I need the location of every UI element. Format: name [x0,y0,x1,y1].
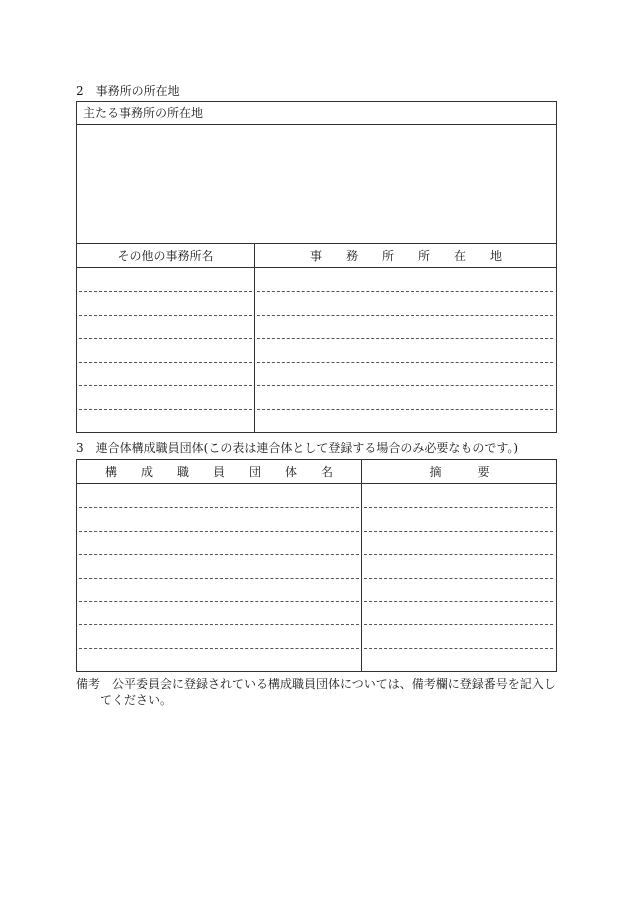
table-cell[interactable] [362,507,556,530]
table-cell[interactable] [362,648,556,671]
table-cell[interactable] [77,554,361,577]
table-cell[interactable] [362,554,556,577]
table-cell[interactable] [255,362,556,385]
table-cell[interactable] [77,601,361,624]
table-cell[interactable] [255,409,556,432]
table-cell[interactable] [77,315,254,338]
table-cell[interactable] [77,338,254,361]
table-cell[interactable] [362,601,556,624]
member-organization-table [76,459,557,672]
table-cell[interactable] [362,624,556,647]
office-location-table [76,101,557,433]
remarks-line-1: 備考 公平委員会に登録されている構成職員団体については、備考欄に登録番号を記入し [76,677,556,691]
table-cell[interactable] [362,531,556,554]
table-cell[interactable] [77,531,361,554]
table-cell[interactable] [77,291,254,314]
table-cell[interactable] [77,484,361,507]
table-cell[interactable] [255,338,556,361]
table-cell[interactable] [77,362,254,385]
table-cell[interactable] [255,315,556,338]
table-cell[interactable] [255,291,556,314]
table-cell[interactable] [77,385,254,408]
section-2-heading: 2 事務所の所在地 [76,84,180,98]
table-cell[interactable] [255,268,556,291]
table-cell[interactable] [77,624,361,647]
other-office-name-header: その他の事務所名 [117,249,214,263]
table-cell[interactable] [77,268,254,291]
main-office-address-field[interactable] [77,125,556,242]
table-cell[interactable] [77,507,361,530]
table-cell[interactable] [77,578,361,601]
table-cell[interactable] [362,484,556,507]
table-cell[interactable] [77,648,361,671]
main-office-label: 主たる事務所の所在地 [83,106,204,120]
summary-header: 摘 要 [429,465,490,479]
divider [77,243,556,244]
table-cell[interactable] [77,409,254,432]
remarks-note [76,676,566,708]
table-cell[interactable] [362,578,556,601]
section-3-heading: 3 連合体構成職員団体(この表は連合体として登録する場合のみ必要なものです。) [76,441,519,455]
remarks-line-2: てください。 [100,693,173,707]
office-location-header: 事 務 所 所 在 地 [309,249,502,263]
table-cell[interactable] [255,385,556,408]
member-org-name-header: 構 成 職 員 団 体 名 [104,465,333,479]
